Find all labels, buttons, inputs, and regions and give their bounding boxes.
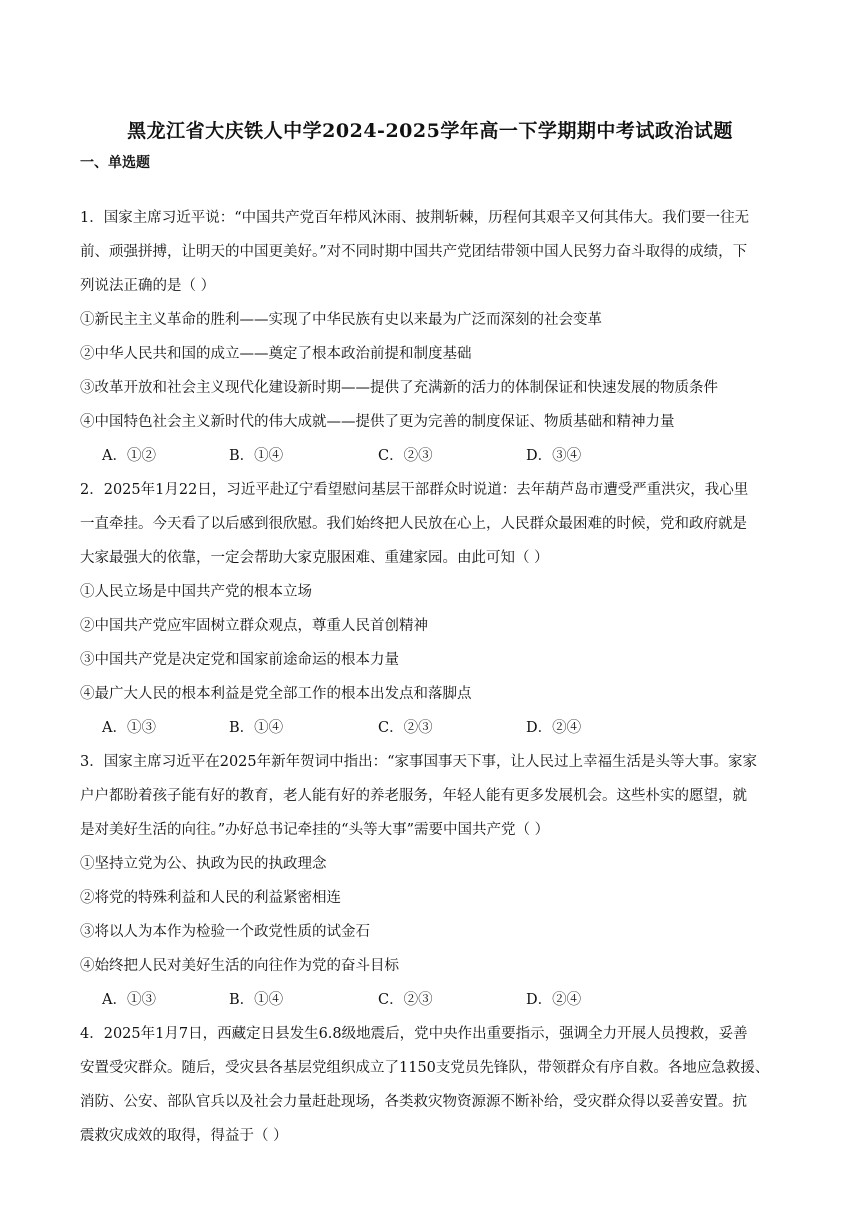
q3-statement-1: ①坚持立党为公、执政为民的执政理念 xyxy=(80,856,327,872)
q2-stem-line-2: 一直牵挂。今天看了以后感到很欣慰。我们始终把人民放在心上，人民群众最困难的时候，党和政府就是 xyxy=(80,516,747,532)
q2-option-c[interactable]: C．②③ xyxy=(378,720,433,736)
q1-option-b[interactable]: B．①④ xyxy=(229,448,284,464)
q2-stem-line-1: 2．2025年1月22日，习近平赴辽宁看望慰问基层干部群众时说道：去年葫芦岛市遭受严重洪灾，我心里 xyxy=(80,482,749,498)
q4-stem-line-1: 4．2025年1月7日，西藏定日县发生6.8级地震后，党中央作出重要指示，强调全力开展人员搜救，妥善 xyxy=(80,1026,748,1042)
q1-statement-1: ①新民主主义革命的胜利——实现了中华民族有史以来最为广泛而深刻的社会变革 xyxy=(80,312,602,328)
q3-option-d[interactable]: D．②④ xyxy=(526,992,582,1008)
q3-stem-line-1: 3．国家主席习近平在2025年新年贺词中指出：“家事国事天下事，让人民过上幸福生活是头等大事。家家 xyxy=(80,754,758,770)
q1-option-d[interactable]: D．③④ xyxy=(526,448,582,464)
q1-statement-3: ③改革开放和社会主义现代化建设新时期——提供了充满新的活力的体制保证和快速发展的物质条件 xyxy=(80,380,718,396)
q3-stem-line-3: 是对美好生活的向往。”办好总书记牵挂的“头等大事”需要中国共产党（ ） xyxy=(80,822,550,838)
q3-option-c[interactable]: C．②③ xyxy=(378,992,433,1008)
q3-option-a[interactable]: A．①③ xyxy=(102,992,156,1008)
q2-statement-1: ①人民立场是中国共产党的根本立场 xyxy=(80,584,312,600)
q3-statement-2: ②将党的特殊利益和人民的利益紧密相连 xyxy=(80,890,341,906)
q3-statement-4: ④始终把人民对美好生活的向往作为党的奋斗目标 xyxy=(80,958,399,974)
document-title: 黑龙江省大庆铁人中学2024-2025学年高一下学期期中考试政治试题 xyxy=(127,120,733,142)
q1-stem-line-3: 列说法正确的是（ ） xyxy=(80,278,216,294)
q2-stem-line-3: 大家最强大的依靠，一定会帮助大家克服困难、重建家园。由此可知（ ） xyxy=(80,550,549,566)
q3-stem-line-2: 户户都盼着孩子能有好的教育，老人能有好的养老服务，年轻人能有更多发展机会。这些朴实的愿望，就 xyxy=(80,788,747,804)
q4-stem-line-2: 安置受灾群众。随后，受灾县各基层党组织成立了1150支党员先锋队，带领群众有序自救。各地应急救援、 xyxy=(80,1060,770,1076)
q2-option-b[interactable]: B．①④ xyxy=(229,720,284,736)
q1-statement-2: ②中华人民共和国的成立——奠定了根本政治前提和制度基础 xyxy=(80,346,472,362)
q2-statement-2: ②中国共产党应牢固树立群众观点，尊重人民首创精神 xyxy=(80,618,428,634)
q1-statement-4: ④中国特色社会主义新时代的伟大成就——提供了更为完善的制度保证、物质基础和精神力量 xyxy=(80,414,675,430)
q3-statement-3: ③将以人为本作为检验一个政党性质的试金石 xyxy=(80,924,370,940)
q3-options xyxy=(102,990,702,1010)
q2-options xyxy=(102,718,702,738)
q2-statement-4: ④最广大人民的根本利益是党全部工作的根本出发点和落脚点 xyxy=(80,686,472,702)
q1-stem-line-2: 前、顽强拼搏，让明天的中国更美好。”对不同时期中国共产党团结带领中国人民努力奋斗取得的成绩，下 xyxy=(80,244,748,260)
q4-stem-line-3: 消防、公安、部队官兵以及社会力量赶赴现场，各类救灾物资源源不断补给，受灾群众得以妥善安置。抗 xyxy=(80,1094,747,1110)
q2-option-a[interactable]: A．①③ xyxy=(102,720,156,736)
q2-statement-3: ③中国共产党是决定党和国家前途命运的根本力量 xyxy=(80,652,399,668)
q1-options xyxy=(102,446,702,466)
q2-option-d[interactable]: D．②④ xyxy=(526,720,582,736)
q3-option-b[interactable]: B．①④ xyxy=(229,992,284,1008)
q1-option-c[interactable]: C．②③ xyxy=(378,448,433,464)
section-heading: 一、单选题 xyxy=(80,155,150,171)
q4-stem-line-4: 震救灾成效的取得，得益于（ ） xyxy=(80,1128,288,1144)
q1-option-a[interactable]: A．①② xyxy=(102,448,156,464)
q1-stem-line-1: 1．国家主席习近平说：“中国共产党百年栉风沐雨、披荆斩棘，历程何其艰辛又何其伟大。我们要一往无 xyxy=(80,210,750,226)
